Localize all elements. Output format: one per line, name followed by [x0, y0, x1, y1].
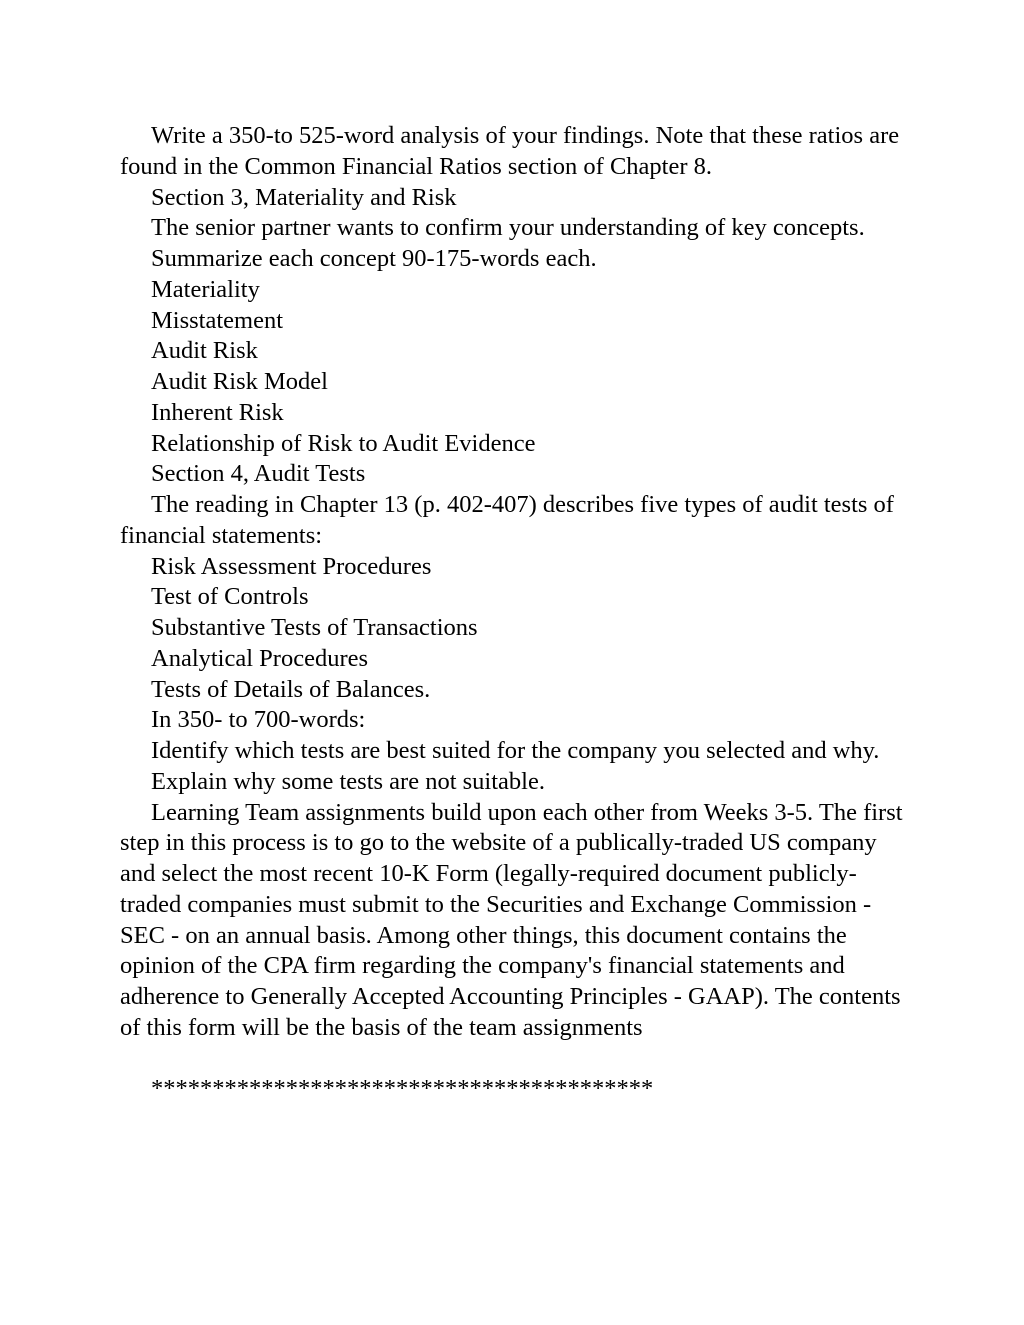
paragraph-word-count: In 350- to 700-words:	[151, 706, 366, 734]
heading-section-3: Section 3, Materiality and Risk	[151, 183, 457, 211]
paragraph-explain-tests: Explain why some tests are not suitable.	[151, 767, 545, 795]
list-item-test-of-controls: Test of Controls	[151, 583, 309, 611]
paragraph-identify-tests: Identify which tests are best suited for the company you selected and why.	[151, 737, 880, 764]
separator-asterisks: *****************************************	[151, 1075, 654, 1103]
document-body	[120, 121, 910, 1105]
heading-section-4: Section 4, Audit Tests	[151, 460, 366, 488]
paragraph-senior-partner: The senior partner wants to confirm your understanding of key concepts.	[151, 214, 865, 242]
paragraph-chapter-13: The reading in Chapter 13 (p. 402-407) describes five types of audit tests of financial statements:	[120, 491, 894, 549]
list-item-tests-of-details: Tests of Details of Balances.	[151, 675, 431, 703]
list-item-risk-evidence: Relationship of Risk to Audit Evidence	[151, 429, 536, 457]
paragraph-summarize: Summarize each concept 90-175-words each.	[151, 245, 597, 272]
list-item-materiality: Materiality	[151, 275, 260, 303]
list-item-risk-assessment: Risk Assessment Procedures	[151, 552, 432, 580]
list-item-audit-risk-model: Audit Risk Model	[151, 368, 328, 395]
list-item-analytical-procedures: Analytical Procedures	[151, 644, 369, 672]
list-item-misstatement: Misstatement	[151, 306, 284, 334]
paragraph-learning-team: Learning Team assignments build upon each other from Weeks 3-5. The first step in this process is to go to the website of a publically-traded US company and select the most recent 10-K Form (legally-required document publicly-traded companies must submit to the Securities and Exchange Commission - SEC - on an annual basis. Among other things, this document contains the opinion of the CPA firm regarding the company's financial statements and adherence to Generally Accepted Accounting Principles - GAAP). The contents of this form will be the basis of the team assignments	[120, 798, 903, 1041]
list-item-audit-risk: Audit Risk	[151, 337, 258, 365]
paragraph-word-analysis: Write a 350-to 525-word analysis of your findings. Note that these ratios are found in the Common Financial Ratios section of Chapter 8.	[120, 122, 900, 180]
list-item-substantive-tests: Substantive Tests of Transactions	[151, 614, 478, 641]
list-item-inherent-risk: Inherent Risk	[151, 398, 284, 426]
